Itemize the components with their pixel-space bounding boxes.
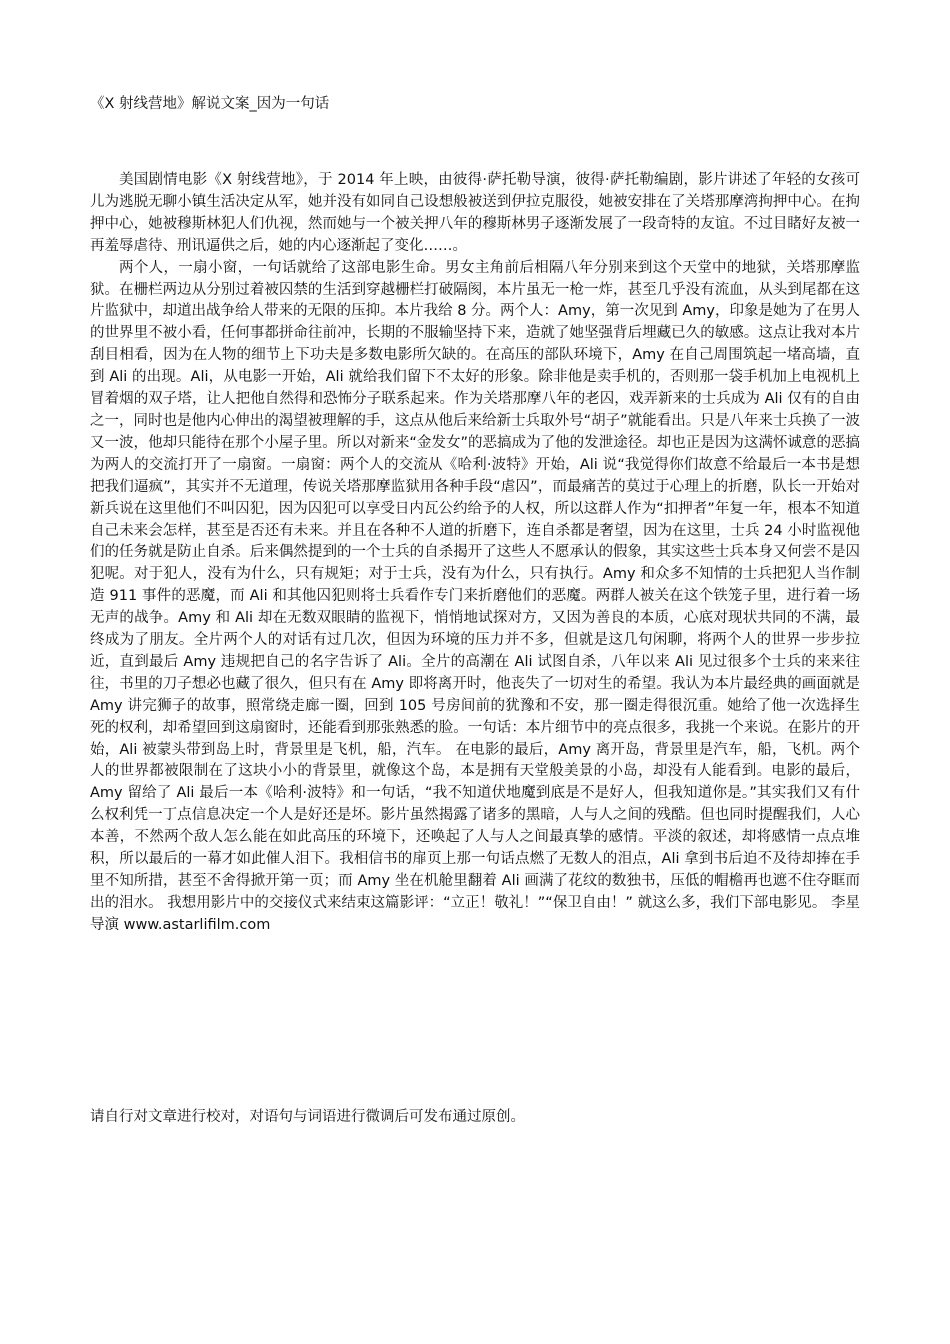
paragraph-synopsis: 美国剧情电影《X 射线营地》，于 2014 年上映，由彼得·萨托勒导演，彼得·萨托勒编剧，影片讲述了年轻的女孩可儿为逃脱无聊小镇生活决定从军，她并没有如同自己设想般被送到伊拉克服役，她被安排在了关塔那摩湾拘押中心。在拘押中心，她被穆斯林犯人们仇视，然而她与一个被关押八年的穆斯林男子逐渐发展了一段奇特的友谊。不过目睹好友被一再羞辱虐待、刑讯逼供之后，她的内心逐渐起了变化……。 [90,172,860,254]
article-body [90,170,860,937]
document-title: 《X 射线营地》解说文案_因为一句话 [90,96,330,112]
paragraph-review: 两个人，一扇小窗，一句话就给了这部电影生命。男女主角前后相隔八年分别来到这个天堂中的地狱，关塔那摩监狱。在栅栏两边从分别过着被囚禁的生活到穿越栅栏打破隔阂，本片虽无一枪一炸，甚至几乎没有流血，从头到尾都在这片监狱中，却道出战争给人带来的无限的压抑。本片我给 8 分。两个人：Amy，第一次见到 Amy，印象是她为了在男人的世界里不被小看，任何事都拼命往前冲，长期的不服输坚持下来，造就了她坚强背后埋藏已久的敏感。这点让我对本片刮目相看，因为在人物的细节上下功夫是多数电影所欠缺的。在高压的部队环境下，Amy 在自己周围筑起一堵高墙，直到 Ali 的出现。Ali，从电影一开始，Ali 就给我们留下不太好的形象。除非他是卖手机的，否则那一袋手机加上电视机上冒着烟的双子塔，让人把他自然得和恐怖分子联系起来。作为关塔那摩八年的老囚，戏弄新来的士兵成为 Ali 仅有的自由之一，同时也是他内心伸出的渴望被理解的手，这点从他后来给新士兵取外号“胡子”就能看出。只是八年来士兵换了一波又一波，他却只能待在那个小屋子里。所以对新来“金发女”的恶搞成为了他的发泄途径。却也正是因为这满怀诚意的恶搞为两人的交流打开了一扇窗。一扇窗：两个人的交流从《哈利·波特》开始，Ali 说“我觉得你们故意不给最后一本书是想把我们逼疯”，其实并不无道理，传说关塔那摩监狱用各种手段“虐囚”，而最痛苦的莫过于心理上的折磨，队长一开始对新兵说在这里他们不叫囚犯，因为囚犯可以享受日内瓦公约给予的人权，所以这群人作为“扣押者”年复一年，根本不知道自己未来会怎样，甚至是否还有未来。并且在各种不人道的折磨下，连自杀都是奢望，因为在这里，士兵 24 小时监视他们的任务就是防止自杀。后来偶然提到的一个士兵的自杀揭开了这些人不愿承认的假象，其实这些士兵本身又何尝不是囚犯呢。对于犯人，没有为什么，只有规矩；对于士兵，没有为什么，只有执行。Amy 和众多不知情的士兵把犯人当作制造 911 事件的恶魔，而 Ali 和其他囚犯则将士兵看作专门来折磨他们的恶魔。两群人被关在这个铁笼子里，进行着一场无声的战争。Amy 和 Ali 却在无数双眼睛的监视下，悄悄地试探对方，又因为善良的本质，心底对现状共同的不满，最终成为了朋友。全片两个人的对话有过几次，但因为环境的压力并不多，但就是这几句闲聊，将两个人的世界一步步拉近，直到最后 Amy 违规把自己的名字告诉了 Ali。全片的高潮在 Ali 试图自杀，八年以来 Ali 见过很多个士兵的来来往往，书里的刀子想必也藏了很久，但只有在 Amy 即将离开时，他丧失了一切对生的希望。我认为本片最经典的画面就是 Amy 讲完狮子的故事，照常绕走廊一圈，回到 105 号房间前的犹豫和不安，那一圈走得很沉重。她给了他一次选择生死的权利，却希望回到这扇窗时，还能看到那张熟悉的脸。一句话：本片细节中的亮点很多，我挑一个来说。在影片的开始，Ali 被蒙头带到岛上时，背景里是飞机，船，汽车。 在电影的最后，Amy 离开岛，背景里是汽车，船，飞机。两个人的世界都被限制在了这块小小的背景里，就像这个岛，本是拥有天堂般美景的小岛，却没有人能看到。电影的最后，Amy 留给了 Ali 最后一本《哈利·波特》和一句话，“我不知道伏地魔到底是不是好人，但我知道你是。”其实我们又有什么权利凭一丁点信息决定一个人是好还是坏。影片虽然揭露了诸多的黑暗，人与人之间的残酷。但也同时提醒我们，人心本善，不然两个敌人怎么能在如此高压的环境下，还唤起了人与人之间最真挚的感情。平淡的叙述，却将感情一点点堆积，所以最后的一幕才如此催人泪下。我相信书的扉页上那一句话点燃了无数人的泪点，Ali 拿到书后迫不及待却捧在手里不知所措，甚至不舍得掀开第一页；而 Amy 坐在机舱里翻着 Ali 画满了花纹的数独书，压低的帽檐再也遮不住夺眶而出的泪水。 我想用影片中的交接仪式来结束这篇影评：“立正！敬礼！”“保卫自由！” 就这么多，我们下部电影见。 李星导演 www.astarlifilm.com [90,259,860,933]
footer-note: 请自行对文章进行校对，对语句与词语进行微调后可发布通过原创。 [90,1109,525,1125]
